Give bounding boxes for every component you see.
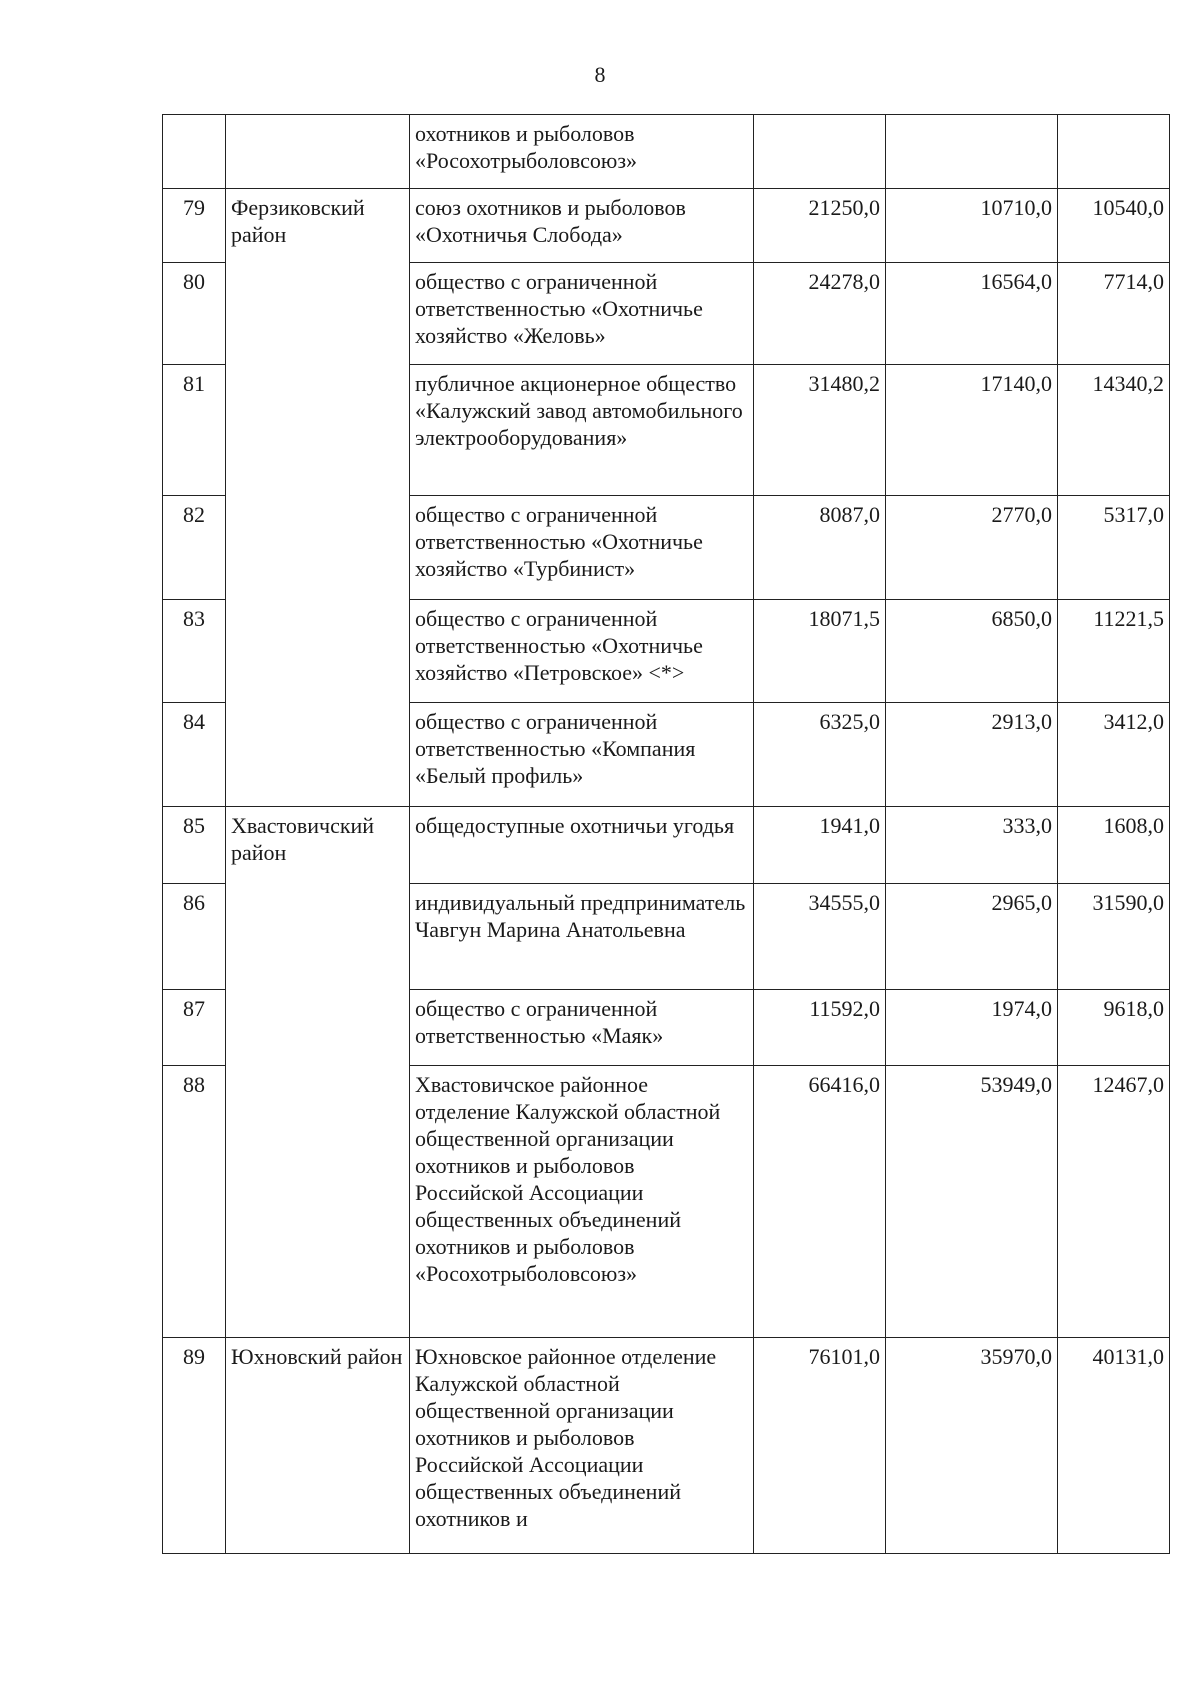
organization-cell: индивидуальный предприниматель Чавгун Марина Анатольевна: [410, 884, 754, 990]
table-row: [163, 115, 1170, 189]
row-number: 84: [163, 703, 226, 807]
area-value-3-cell: 3412,0: [1058, 703, 1170, 807]
table-row: [163, 1338, 1170, 1554]
area-value-3-cell: 7714,0: [1058, 263, 1170, 365]
district-cell: Юхновский район: [226, 1338, 410, 1554]
organization-cell: публичное акционерное общество «Калужский завод автомобильного электрооборудования»: [410, 365, 754, 496]
area-value-3-cell: 9618,0: [1058, 990, 1170, 1066]
organization-cell: Хвастовичское районное отделение Калужской областной общественной организации охотников и рыболовов Российской Ассоциации общественных объединений охотников и рыболовов «Росохотрыболовсоюз»: [410, 1066, 754, 1338]
district-cell: Хвастовичский район: [226, 807, 410, 1338]
row-number: 80: [163, 263, 226, 365]
area-value-3-cell: 31590,0: [1058, 884, 1170, 990]
area-value-2-cell: 16564,0: [886, 263, 1058, 365]
row-number: 85: [163, 807, 226, 884]
organization-cell: общество с ограниченной ответственностью «Охотничье хозяйство «Турбинист»: [410, 496, 754, 600]
row-number: 83: [163, 600, 226, 703]
area-value-2-cell: 35970,0: [886, 1338, 1058, 1554]
row-number: 79: [163, 189, 226, 263]
organization-cell: общество с ограниченной ответственностью «Компания «Белый профиль»: [410, 703, 754, 807]
area-value-2-cell: 53949,0: [886, 1066, 1058, 1338]
row-number: 87: [163, 990, 226, 1066]
area-value-2-cell: 2913,0: [886, 703, 1058, 807]
row-number: 81: [163, 365, 226, 496]
area-value-2-cell: 10710,0: [886, 189, 1058, 263]
area-value-3-cell: 11221,5: [1058, 600, 1170, 703]
district-cell: Ферзиковский район: [226, 189, 410, 807]
organization-cell: союз охотников и рыболовов «Охотничья Слобода»: [410, 189, 754, 263]
area-total-cell: 34555,0: [754, 884, 886, 990]
area-value-3-cell: 14340,2: [1058, 365, 1170, 496]
district-cell: [226, 115, 410, 189]
area-value-2-cell: 2965,0: [886, 884, 1058, 990]
organization-cell: общество с ограниченной ответственностью «Маяк»: [410, 990, 754, 1066]
row-number: 86: [163, 884, 226, 990]
area-total-cell: 1941,0: [754, 807, 886, 884]
row-number: 88: [163, 1066, 226, 1338]
area-value-2-cell: [886, 115, 1058, 189]
table-row: [163, 189, 1170, 263]
area-value-3-cell: 40131,0: [1058, 1338, 1170, 1554]
area-value-2-cell: 2770,0: [886, 496, 1058, 600]
organization-cell: общество с ограниченной ответственностью «Охотничье хозяйство «Желовь»: [410, 263, 754, 365]
area-total-cell: [754, 115, 886, 189]
area-total-cell: 21250,0: [754, 189, 886, 263]
hunting-grounds-table: [162, 114, 1170, 1554]
page-number: 8: [594, 62, 606, 87]
area-total-cell: 11592,0: [754, 990, 886, 1066]
area-value-3-cell: 10540,0: [1058, 189, 1170, 263]
area-value-3-cell: 1608,0: [1058, 807, 1170, 884]
area-total-cell: 66416,0: [754, 1066, 886, 1338]
area-total-cell: 18071,5: [754, 600, 886, 703]
area-value-2-cell: 1974,0: [886, 990, 1058, 1066]
row-number: 89: [163, 1338, 226, 1554]
organization-cell: охотников и рыболовов «Росохотрыболовсоюз»: [410, 115, 754, 189]
area-value-2-cell: 17140,0: [886, 365, 1058, 496]
area-value-3-cell: 12467,0: [1058, 1066, 1170, 1338]
area-value-3-cell: 5317,0: [1058, 496, 1170, 600]
area-total-cell: 8087,0: [754, 496, 886, 600]
area-total-cell: 24278,0: [754, 263, 886, 365]
area-total-cell: 31480,2: [754, 365, 886, 496]
table-row: [163, 807, 1170, 884]
organization-cell: общество с ограниченной ответственностью «Охотничье хозяйство «Петровское» <*>: [410, 600, 754, 703]
area-total-cell: 76101,0: [754, 1338, 886, 1554]
area-value-2-cell: 333,0: [886, 807, 1058, 884]
area-value-2-cell: 6850,0: [886, 600, 1058, 703]
area-total-cell: 6325,0: [754, 703, 886, 807]
area-value-3-cell: [1058, 115, 1170, 189]
organization-cell: Юхновское районное отделение Калужской областной общественной организации охотников и рыболовов Российской Ассоциации общественных объединений охотников и: [410, 1338, 754, 1554]
organization-cell: общедоступные охотничьи угодья: [410, 807, 754, 884]
row-number: 82: [163, 496, 226, 600]
row-number: [163, 115, 226, 189]
